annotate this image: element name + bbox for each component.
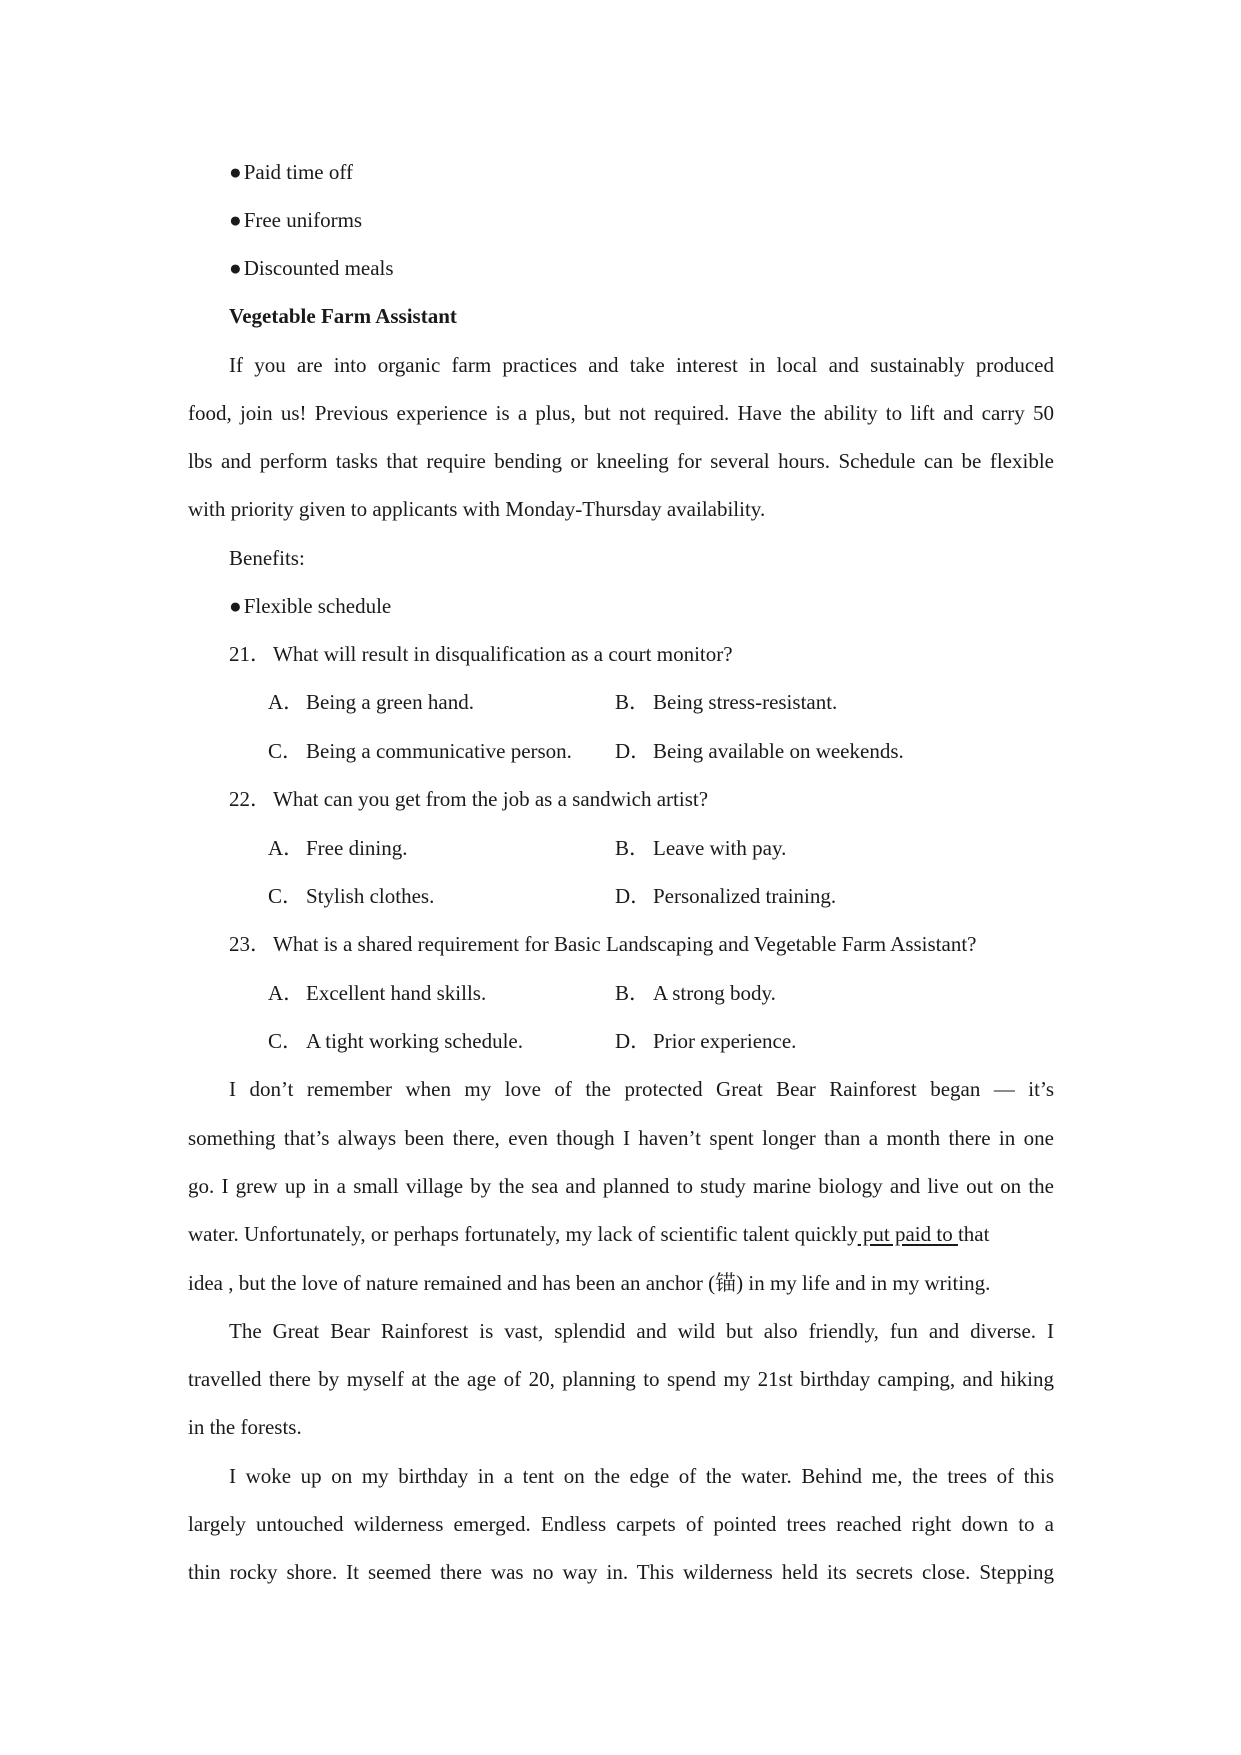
option-b: B． Leave with pay. <box>615 836 787 860</box>
passage-line: thin rocky shore. It seemed there was no way in. This wilderness held its secrets close. Stepping <box>188 1560 1054 1584</box>
question-22 <box>229 789 708 810</box>
question-number: 22． <box>229 787 271 811</box>
question-number: 21． <box>229 642 271 666</box>
option-d: D．Being available on weekends. <box>615 739 904 763</box>
option-c: C． A tight working schedule. <box>268 1029 523 1053</box>
benefits-label: Benefits: <box>229 546 305 570</box>
paragraph-line: lbs and perform tasks that require bending or kneeling for several hours. Schedule can be flexible <box>188 449 1054 473</box>
bullet-icon: ● <box>229 208 242 232</box>
paragraph-line: food, join us! Previous experience is a plus, but not required. Have the ability to lift and carry 50 <box>188 401 1054 425</box>
option-a: A．Being a green hand. <box>268 690 474 714</box>
bullet-item: ●Paid time off <box>229 160 353 184</box>
bullet-icon: ● <box>229 256 242 280</box>
question-number: 23． <box>229 932 271 956</box>
option-c: C． Being a communicative person. <box>268 739 572 763</box>
option-c: C． Stylish clothes. <box>268 884 435 908</box>
passage-line: go. I grew up in a small village by the sea and planned to study marine biology and live out on the <box>188 1174 1054 1198</box>
passage-line: travelled there by myself at the age of 20, planning to spend my 21st birthday camping, and hiking <box>188 1367 1054 1391</box>
passage-line: water. Unfortunately, or perhaps fortunately, my lack of scientific talent quickly put paid to that <box>188 1222 990 1246</box>
option-b: B． A strong body. <box>615 981 776 1005</box>
question-text: What will result in disqualification as a court monitor? <box>273 642 733 666</box>
bullet-item: ●Flexible schedule <box>229 594 392 618</box>
option-a: A．Free dining. <box>268 836 408 860</box>
bullet-item: ●Free uniforms <box>229 208 363 232</box>
option-a: A．Excellent hand skills. <box>268 981 487 1005</box>
question-text: What is a shared requirement for Basic Landscaping and Vegetable Farm Assistant? <box>273 932 977 956</box>
option-d: D．Prior experience. <box>615 1029 797 1053</box>
passage-line: something that’s always been there, even though I haven’t spent longer than a month there in one <box>188 1126 1054 1150</box>
passage-line: in the forests. <box>188 1415 302 1439</box>
option-b: B． Being stress-resistant. <box>615 690 838 714</box>
underlined-phrase: put paid to <box>857 1222 958 1246</box>
question-21 <box>229 644 733 665</box>
passage-line: idea , but the love of nature remained and has been an anchor (锚) in my life and in my writing. <box>188 1271 991 1295</box>
passage-line: largely untouched wilderness emerged. Endless carpets of pointed trees reached right down to a <box>188 1512 1054 1536</box>
bullet-icon: ● <box>229 160 242 184</box>
section-title: Vegetable Farm Assistant <box>229 304 457 328</box>
question-text: What can you get from the job as a sandwich artist? <box>273 787 709 811</box>
bullet-item: ●Discounted meals <box>229 256 394 280</box>
passage-line: The Great Bear Rainforest is vast, splendid and wild but also friendly, fun and diverse. I <box>229 1319 1054 1343</box>
option-d: D．Personalized training. <box>615 884 837 908</box>
paragraph-line: If you are into organic farm practices and take interest in local and sustainably produced <box>229 353 1054 377</box>
bullet-icon: ● <box>229 594 242 618</box>
paragraph-line: with priority given to applicants with Monday-Thursday availability. <box>188 497 766 521</box>
passage-line: I woke up on my birthday in a tent on the edge of the water. Behind me, the trees of this <box>229 1464 1054 1488</box>
passage-line: I don’t remember when my love of the protected Great Bear Rainforest began — it’s <box>229 1077 1054 1101</box>
question-23 <box>229 934 976 955</box>
